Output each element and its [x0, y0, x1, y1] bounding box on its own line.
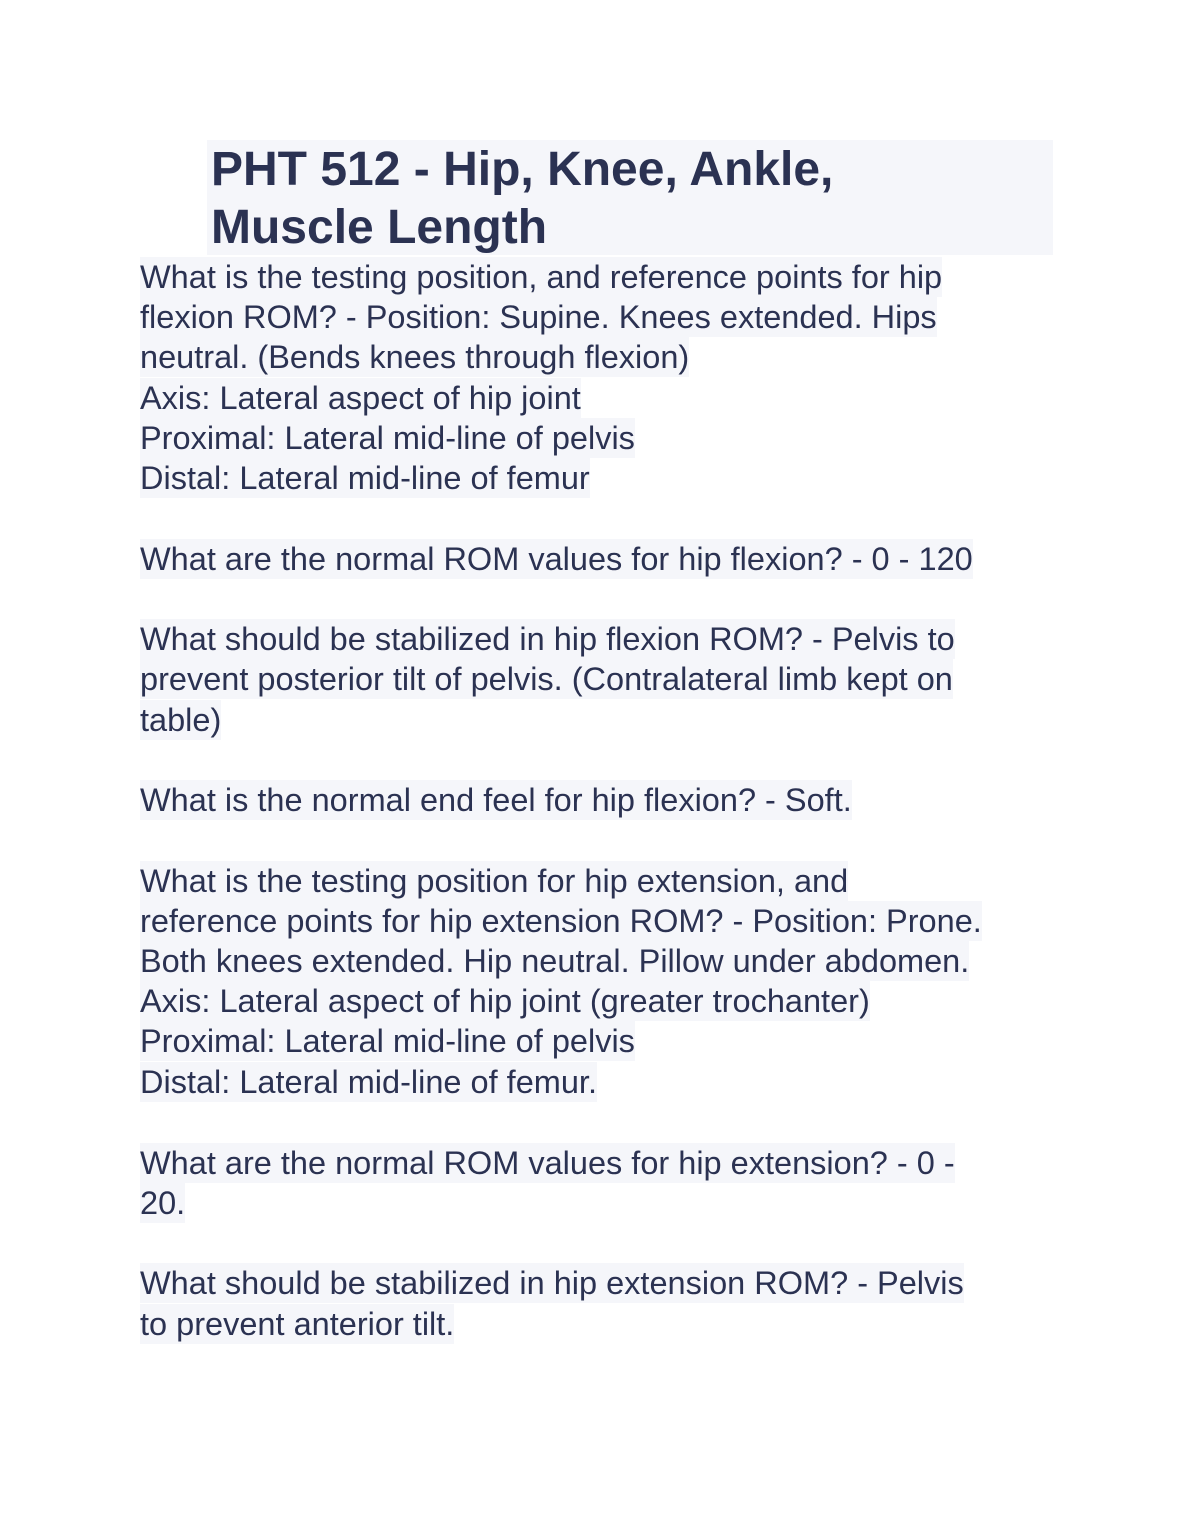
text-line: flexion ROM? - Position: Supine. Knees extended. Hips	[140, 299, 937, 335]
text-line: reference points for hip extension ROM? - Position: Prone.	[140, 903, 982, 939]
text-line: 20.	[140, 1185, 186, 1221]
text-line: Proximal: Lateral mid-line of pelvis	[140, 420, 635, 456]
text-line: What are the normal ROM values for hip flexion? - 0 - 120	[140, 541, 973, 577]
text-line: to prevent anterior tilt.	[140, 1306, 455, 1342]
text-line: Distal: Lateral mid-line of femur.	[140, 1064, 597, 1100]
text-line: What is the testing position for hip extension, and	[140, 863, 849, 899]
text-line: What is the testing position, and reference points for hip	[140, 259, 943, 295]
text-line: Axis: Lateral aspect of hip joint (greater trochanter)	[140, 983, 870, 1019]
text-line: Proximal: Lateral mid-line of pelvis	[140, 1023, 635, 1059]
text-line: What are the normal ROM values for hip extension? - 0 -	[140, 1145, 955, 1181]
text-line: Both knees extended. Hip neutral. Pillow under abdomen.	[140, 943, 970, 979]
document-title-line-1: PHT 512 - Hip, Knee, Ankle,	[211, 143, 834, 196]
text-line: table)	[140, 702, 222, 738]
text-line: What should be stabilized in hip extension ROM? - Pelvis	[140, 1265, 964, 1301]
document-title-line-2: Muscle Length	[211, 201, 548, 254]
text-line: neutral. (Bends knees through flexion)	[140, 339, 690, 375]
text-line: prevent posterior tilt of pelvis. (Contralateral limb kept on	[140, 661, 953, 697]
text-line: Distal: Lateral mid-line of femur	[140, 460, 590, 496]
text-line: What should be stabilized in hip flexion ROM? - Pelvis to	[140, 621, 955, 657]
text-line: Axis: Lateral aspect of hip joint	[140, 380, 581, 416]
text-line: What is the normal end feel for hip flexion? - Soft.	[140, 782, 852, 818]
